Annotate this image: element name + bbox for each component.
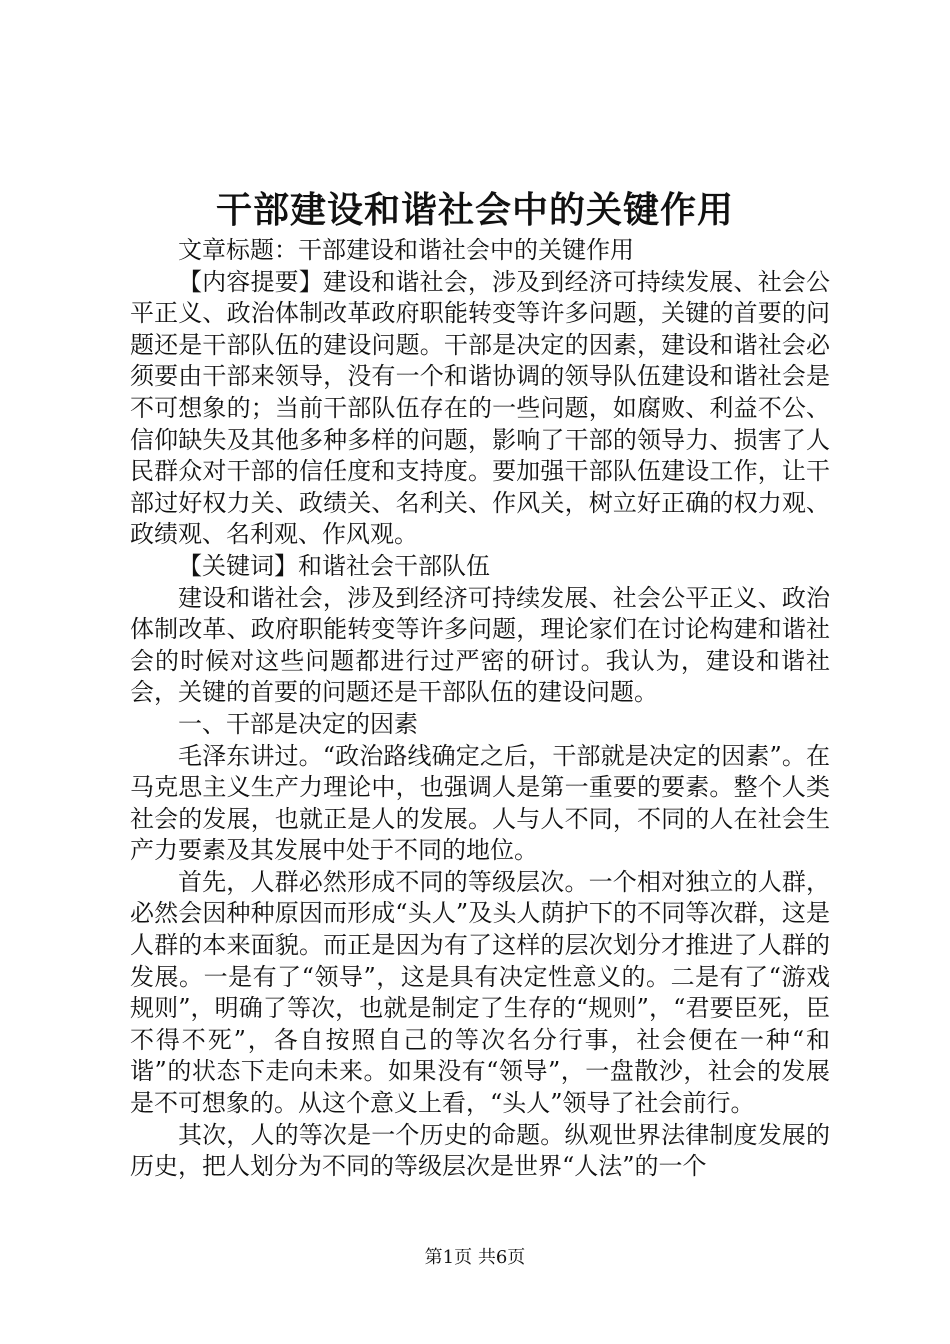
document-title: 干部建设和谐社会中的关键作用 [215, 189, 734, 231]
page-footer: 第1页 共6页 [424, 1247, 526, 1268]
intro-paragraph: 建设和谐社会，涉及到经济可持续发展、社会公平正义、政治体制改革、政府职能转变等许多问题，理论家们在讨论构建和谐社会的时候对这些问题都进行过严密的研讨。我认为，建设和谐社会，关键的首要的问题还是干部队伍的建设问题。 [130, 583, 830, 707]
document-body [130, 235, 830, 1183]
body-paragraph: 其次，人的等次是一个历史的命题。纵观世界法律制度发展的历史，把人划分为不同的等级层次是世界“人法”的一个 [130, 1120, 830, 1181]
section-heading: 一、干部是决定的因素 [178, 709, 418, 738]
body-paragraph: 毛泽东讲过。“政治路线确定之后，干部就是决定的因素”。在马克思主义生产力理论中，也强调人是第一重要的要素。整个人类社会的发展，也就正是人的发展。人与人不同，不同的人在社会生产力要素及其发展中处于不同的地位。 [130, 741, 830, 865]
keywords-line: 【关键词】和谐社会干部队伍 [178, 551, 490, 580]
body-paragraph: 首先，人群必然形成不同的等级层次。一个相对独立的人群，必然会因种种原因而形成“头人”及头人荫护下的不同等次群，这是人群的本来面貌。而正是因为有了这样的层次划分才推进了人群的发展。一是有了“领导”，这是具有决定性意义的。二是有了“游戏规则”，明确了等次，也就是制定了生存的“规则”，“君要臣死，臣不得不死”，各自按照自己的等次名分行事，社会便在一种“和谐”的状态下走向未来。如果没有“领导”，一盘散沙，社会的发展是不可想象的。从这个意义上看，“头人”领导了社会前行。 [130, 867, 830, 1118]
abstract-paragraph: 【内容提要】建设和谐社会，涉及到经济可持续发展、社会公平正义、政治体制改革政府职能转变等许多问题，关键的首要的问题还是干部队伍的建设问题。干部是决定的因素，建设和谐社会必须要由干部来领导，没有一个和谐协调的领导队伍建设和谐社会是不可想象的；当前干部队伍存在的一些问题，如腐败、利益不公、信仰缺失及其他多种多样的问题，影响了干部的领导力、损害了人民群众对干部的信任度和支持度。要加强干部队伍建设工作，让干部过好权力关、政绩关、名利关、作风关，树立好正确的权力观、政绩观、名利观、作风观。 [130, 267, 830, 549]
article-title-line: 文章标题：干部建设和谐社会中的关键作用 [178, 236, 634, 264]
